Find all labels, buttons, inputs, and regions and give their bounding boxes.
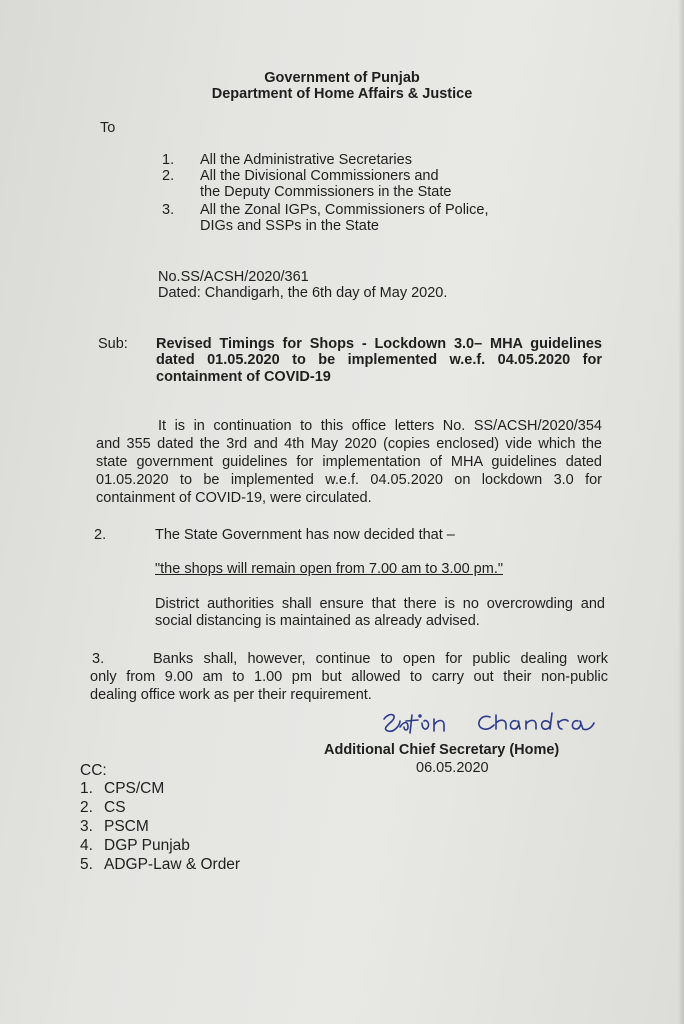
handwritten-signature: [378, 707, 618, 741]
recipient-number: 1.: [162, 152, 175, 168]
cc-item-text: CS: [104, 799, 126, 816]
cc-label: CC:: [80, 762, 107, 779]
paragraph-2-number: 2.: [94, 527, 107, 543]
signatory-title: Additional Chief Secretary (Home): [324, 742, 560, 758]
paragraph-3-line: only from 9.00 am to 1.00 pm but allowed to carry out their non-public: [90, 669, 608, 685]
subject-line: dated 01.05.2020 to be implemented w.e.f. 04.05.2020 for: [156, 352, 602, 368]
paragraph-1-line: state government guidelines for implementation of MHA guidelines dated: [96, 454, 602, 470]
cc-item-number: 5.: [80, 856, 93, 873]
cc-item-text: DGP Punjab: [104, 837, 190, 854]
paragraph-1-line: 01.05.2020 to be implemented w.e.f. 04.05.2020 on lockdown 3.0 for: [96, 472, 602, 488]
paragraph-1-line: It is in continuation to this office letters No. SS/ACSH/2020/354: [158, 418, 602, 434]
cc-item-number: 1.: [80, 780, 93, 797]
page-edge-shadow: [678, 0, 684, 1024]
recipient-number: 2.: [162, 168, 175, 184]
to-label: To: [100, 120, 116, 136]
signature-date: 06.05.2020: [416, 760, 489, 776]
subject-line: containment of COVID-19: [156, 369, 331, 385]
paragraph-2-intro: The State Government has now decided that –: [155, 527, 455, 543]
paragraph-3-line: Banks shall, however, continue to open for public dealing work: [153, 651, 608, 667]
cc-item-text: ADGP-Law & Order: [104, 856, 241, 873]
recipient-line: DIGs and SSPs in the State: [200, 218, 379, 234]
paragraph-3-number: 3.: [92, 651, 105, 667]
recipient-number: 3.: [162, 202, 175, 218]
recipient-line: All the Administrative Secretaries: [200, 152, 412, 168]
cc-item-number: 3.: [80, 818, 93, 835]
recipient-line: the Deputy Commissioners in the State: [200, 184, 452, 200]
reference-date: Dated: Chandigarh, the 6th day of May 2020.: [158, 285, 448, 301]
paragraph-2-authority-line: social distancing is maintained as already advised.: [155, 613, 480, 629]
subject-label: Sub:: [98, 336, 128, 352]
cc-item-number: 2.: [80, 799, 93, 816]
recipient-line: All the Zonal IGPs, Commissioners of Police,: [200, 202, 489, 218]
cc-item-number: 4.: [80, 837, 93, 854]
paragraph-2-authority-line: District authorities shall ensure that there is no overcrowding and: [155, 596, 605, 612]
cc-item-text: CPS/CM: [104, 780, 165, 797]
paragraph-1-line: and 355 dated the 3rd and 4th May 2020 (copies enclosed) vide which the: [96, 436, 602, 452]
paragraph-3-line: dealing office work as per their requirement.: [90, 687, 372, 703]
subject-line: Revised Timings for Shops - Lockdown 3.0– MHA guidelines: [156, 336, 602, 352]
shop-timing-quote: "the shops will remain open from 7.00 am to 3.00 pm.": [155, 561, 503, 577]
recipient-line: All the Divisional Commissioners and: [200, 168, 439, 184]
header-line-1: Government of Punjab: [264, 70, 420, 86]
paragraph-1-line: containment of COVID-19, were circulated.: [96, 490, 372, 506]
reference-number: No.SS/ACSH/2020/361: [158, 269, 309, 285]
cc-item-text: PSCM: [104, 818, 149, 835]
header-line-2: Department of Home Affairs & Justice: [211, 86, 473, 102]
